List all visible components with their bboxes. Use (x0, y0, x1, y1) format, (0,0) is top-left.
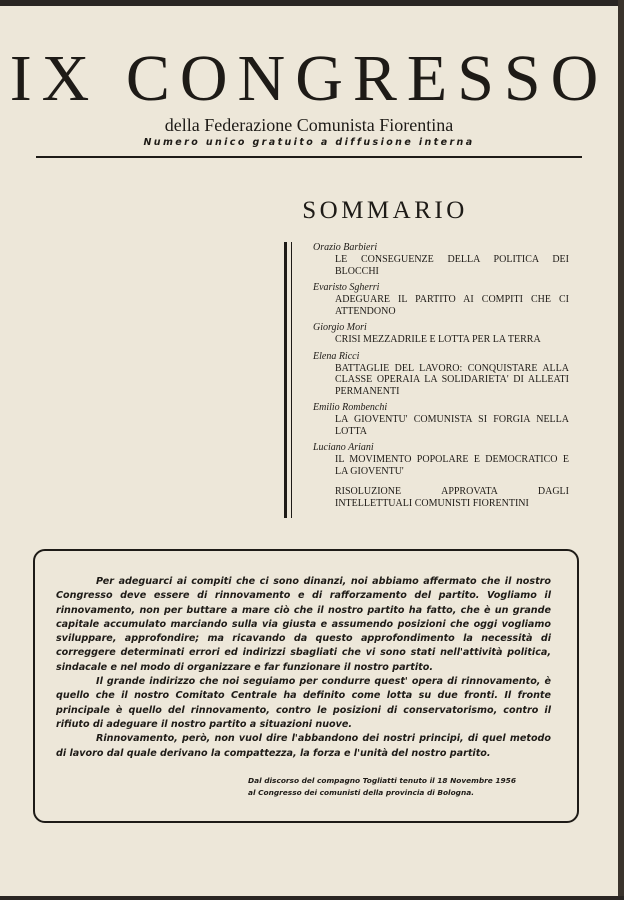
masthead-tagline: Numero unico gratuito a diffusione interna (143, 137, 475, 148)
toc-entry (313, 242, 569, 277)
table-of-contents (313, 242, 569, 509)
quote-paragraph: Rinnovamento, però, non vuol dire l'abbandono dei nostri principi, di quel metodo di lavoro dal quale derivano la compattezza, la forza e l'unità del nostro partito. (56, 733, 551, 759)
scan-border-bottom (0, 896, 624, 900)
toc-author: Giorgio Mori (313, 322, 367, 333)
toc-entry (313, 402, 569, 437)
masthead-title: IX CONGRESSO (9, 42, 609, 115)
toc-author: Emilio Rombenchi (313, 402, 388, 413)
toc-title: LA GIOVENTU' COMUNISTA SI FORGIA NELLA LOTTA (335, 414, 569, 437)
toc-entry (313, 282, 569, 317)
toc-title: ADEGUARE IL PARTITO AI COMPITI CHE CI ATTENDONO (335, 294, 569, 317)
toc-author: Orazio Barbieri (313, 242, 378, 253)
document-page (0, 6, 618, 896)
toc-resolution: RISOLUZIONE APPROVATA DAGLI INTELLETTUALI COMUNISTI FIORENTINI (335, 486, 569, 509)
toc-entry (313, 322, 569, 346)
quote-paragraph: Per adeguarci ai compiti che ci sono dinanzi, noi abbiamo affermato che il nostro Congresso deve essere di rinnovamento e di rafforzamento del partito. Vogliamo il rinnovamento, non per buttare a mare ciò che il nostro partito ha fatto, che è un grande capitale accumulato marciando sulla via giusta e assumendo posizioni che oggi vogliamo sviluppare, approfondire; ma ricavando da questo approfondimento la necessità di correggere determinati errori ed indirizzi sbagliati che vi sono stati nell'attività politica, sindacale e nel modo di organizzare e far funzionare il nostro partito. (56, 576, 551, 673)
quote-source (248, 775, 558, 799)
summary-thick-rule (284, 242, 287, 518)
toc-entry (313, 351, 569, 398)
toc-title: IL MOVIMENTO POPOLARE E DEMOCRATICO E LA GIOVENTU' (335, 454, 569, 477)
summary-thin-rule (291, 242, 292, 518)
masthead-subtitle: della Federazione Comunista Fiorentina (164, 115, 454, 135)
toc-entry (313, 442, 569, 477)
summary-heading: SOMMARIO (302, 197, 468, 224)
toc-author: Elena Ricci (313, 350, 360, 362)
quote-body (56, 575, 551, 761)
toc-title: BATTAGLIE DEL LAVORO: CONQUISTARE ALLA CLASSE OPERAIA LA SOLIDARIETA' DI ALLEATI PERMANENTI (335, 362, 569, 397)
quote-source-line: al Congresso dei comunisti della provincia di Bologna. (248, 788, 475, 797)
toc-title: CRISI MEZZADRILE E LOTTA PER LA TERRA (335, 334, 541, 345)
toc-author: Luciano Ariani (313, 442, 374, 453)
scan-border-right (618, 0, 624, 900)
toc-author: Evaristo Sgherri (313, 282, 380, 293)
toc-title: LE CONSEGUENZE DELLA POLITICA DEI BLOCCHI (335, 254, 569, 277)
quote-source-line: Dal discorso del compagno Togliatti tenuto il 18 Novembre 1956 (248, 776, 516, 785)
masthead-divider (36, 156, 582, 158)
quote-paragraph: Il grande indirizzo che noi seguiamo per condurre quest' opera di rinnovamento, è quello che il nostro Comitato Centrale ha definito come lotta su due fronti. Il fronte principale è quello del rinnovamento, contro le posizioni di conservatorismo, contro il rifiuto di adeguare il nostro partito a situazioni nuove. (56, 676, 551, 730)
